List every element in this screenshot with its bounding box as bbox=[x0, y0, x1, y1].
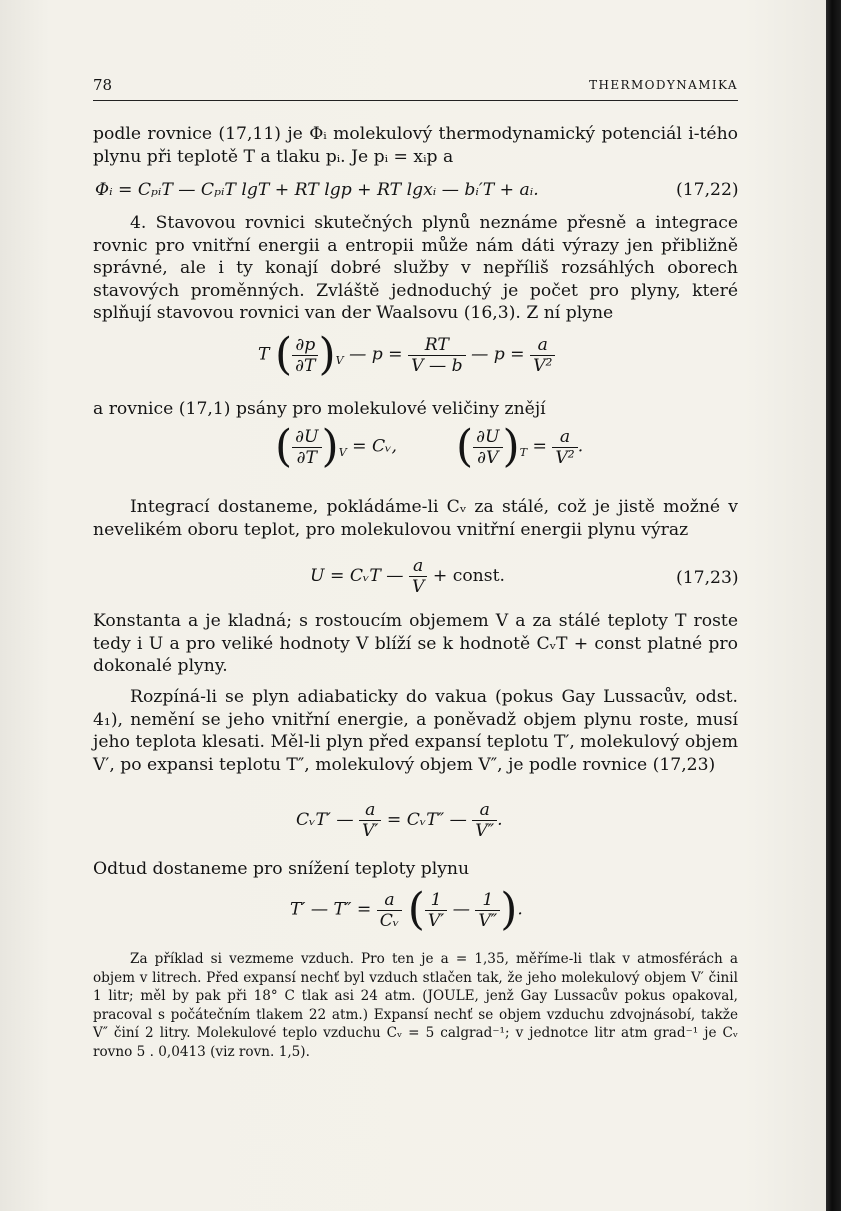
footnote-example: Za příklad si vezmeme vzduch. Pro ten je a = 1,35, měříme-li tlak v atmosférách a objem v litrech. Před expansí nechť byl vzduch stlačen tak, že jeho molekulový objem V′ činil 1 litr; měl by pak při 18° C tlak asi 24 atm. (JOULE, jenž Gay Lussacův pokus opakoval, pracoval s počátečním tlakem 22 atm.) Expansí nechť se objem vzduchu zdvojnásobí, takže V″ činí 2 litry. Molekulové teplo vzduchu Cᵥ = 5 calgrad⁻¹; v jednotce litr atm grad⁻¹ je Cᵥ rovno 5 . 0,0413 (viz rovn. 1,5). bbox=[93, 951, 738, 1060]
denominator: ∂T bbox=[295, 355, 316, 376]
close-paren: ) bbox=[500, 884, 518, 935]
subscript-V: V bbox=[335, 353, 344, 367]
numerator: ∂p bbox=[292, 335, 318, 356]
denominator: V² bbox=[555, 447, 575, 468]
eq-T: T bbox=[258, 344, 270, 365]
equation-17-22: Φᵢ = CₚᵢT — CₚᵢT lgT + RT lgp + RT lgxᵢ — bᵢ′T + aᵢ. bbox=[95, 180, 539, 200]
denominator: ∂T bbox=[296, 447, 318, 468]
eq-mid: = CᵥT″ — bbox=[386, 810, 467, 830]
eq-minus-p: — p = bbox=[349, 344, 403, 365]
numerator: a bbox=[359, 800, 381, 821]
equals: = bbox=[532, 436, 547, 457]
paragraph-2: 4. Stavovou rovnici skutečných plynů neznáme přesně a integrace rovnic pro vnitřní energii a entropii může nám dáti výrazy jen přibližně správné, ale i ty konají dobré služby v nepříliš rozsáhlých oborech stavových proměnných. Zvláště jednoduchý je počet pro plyny, které splňují stavovou rovnici van der Waalsovu (16,3). Z ní plyne bbox=[93, 213, 738, 323]
equation-van-der-waals bbox=[258, 329, 555, 380]
numerator: ∂U bbox=[292, 427, 321, 448]
a-over-V2 bbox=[530, 335, 555, 376]
minus: — bbox=[452, 899, 470, 920]
subscript-T: T bbox=[519, 445, 528, 459]
denominator: V — b bbox=[411, 355, 463, 376]
equation-number-17-22: (17,22) bbox=[676, 180, 739, 200]
paragraph-4: Integrací dostaneme, pokládáme-li Cᵥ za stálé, což je jistě možné v nevelikém oboru teplot, pro molekulovou vnitřní energii plynu výraz bbox=[93, 497, 738, 540]
open-paren-2: ( bbox=[455, 421, 474, 472]
numerator: a bbox=[530, 335, 555, 356]
period: . bbox=[497, 810, 503, 830]
denominator: ∂V bbox=[477, 447, 499, 468]
a-over-Cv bbox=[377, 890, 403, 931]
equation-expansion bbox=[296, 800, 503, 841]
page-edge-shadow bbox=[826, 0, 841, 1211]
running-head: THERMODYNAMIKA bbox=[589, 78, 738, 92]
numerator: a bbox=[472, 800, 497, 821]
denominator: V′ bbox=[362, 821, 379, 841]
numerator: ∂U bbox=[473, 427, 502, 448]
eq-rhs: + const. bbox=[432, 566, 505, 586]
paragraph-7: Odtud dostaneme pro snížení teploty plynu bbox=[93, 859, 470, 879]
paragraph-3: a rovnice (17,1) psány pro molekulové veličiny znějí bbox=[93, 399, 546, 419]
a-over-V bbox=[409, 556, 427, 597]
a-over-Vdoubleprime bbox=[472, 800, 497, 841]
period: . bbox=[517, 899, 523, 920]
partial-U-partial-V bbox=[473, 427, 502, 468]
equation-temperature-drop bbox=[290, 884, 523, 935]
equals-Cv: = Cᵥ, bbox=[352, 436, 398, 457]
denominator: V bbox=[411, 577, 425, 597]
period: . bbox=[577, 436, 584, 457]
partial-U-partial-T bbox=[292, 427, 321, 468]
partial-p-partial-T bbox=[292, 335, 318, 376]
RT-over-V-minus-b bbox=[408, 335, 466, 376]
numerator: 1 bbox=[425, 890, 447, 911]
denominator: V′ bbox=[427, 910, 445, 931]
open-paren: ( bbox=[275, 421, 293, 472]
numerator: 1 bbox=[475, 890, 500, 911]
subscript-V: V bbox=[338, 445, 347, 459]
paragraph-6: Rozpíná-li se plyn adiabaticky do vakua (pokus Gay Lussacův, odst. 4₁), nemění se jeho vnitřní energie, a poněvadž objem plynu roste, musí jeho teplota klesati. Měl-li plyn před expansí teplotu T′, molekulový objem V′, po expansi teplotu T″, molekulový objem V″, je podle rovnice (17,23) bbox=[93, 687, 738, 775]
open-paren: ( bbox=[274, 329, 293, 380]
eq-lhs: U = CᵥT — bbox=[310, 566, 404, 586]
open-paren: ( bbox=[407, 884, 425, 935]
denominator: V² bbox=[533, 355, 553, 376]
denominator: Cᵥ bbox=[379, 910, 400, 931]
equation-number-17-23: (17,23) bbox=[676, 568, 739, 588]
page-number: 78 bbox=[93, 76, 113, 94]
numerator: RT bbox=[408, 335, 466, 356]
paragraph-1: podle rovnice (17,11) je Φᵢ molekulový thermodynamický potenciál i-tého plynu při teplotě T a tlaku pᵢ. Je pᵢ = xᵢp a bbox=[93, 124, 738, 167]
equation-dU bbox=[275, 421, 584, 472]
a-over-Vprime bbox=[359, 800, 381, 841]
numerator: a bbox=[552, 427, 577, 448]
one-over-Vprime bbox=[425, 890, 447, 931]
eq-left: CᵥT′ — bbox=[296, 810, 354, 830]
a-over-V2 bbox=[552, 427, 577, 468]
close-paren-2: ) bbox=[502, 421, 520, 472]
equation-17-23 bbox=[310, 556, 505, 597]
denominator: V″ bbox=[475, 821, 495, 841]
eq-minus-p-2: — p = bbox=[471, 344, 525, 365]
close-paren: ) bbox=[321, 421, 339, 472]
one-over-Vdoubleprime bbox=[475, 890, 500, 931]
numerator: a bbox=[377, 890, 403, 911]
numerator: a bbox=[409, 556, 427, 577]
eq-left: T′ — T″ = bbox=[290, 899, 372, 920]
paragraph-5: Konstanta a je kladná; s rostoucím objemem V a za stálé teploty T roste tedy i U a pro veliké hodnoty V blíží se k hodnotě CᵥT + const platné pro dokonalé plyny. bbox=[93, 611, 738, 676]
page-header bbox=[93, 76, 738, 101]
denominator: V″ bbox=[478, 910, 498, 931]
close-paren: ) bbox=[318, 329, 336, 380]
